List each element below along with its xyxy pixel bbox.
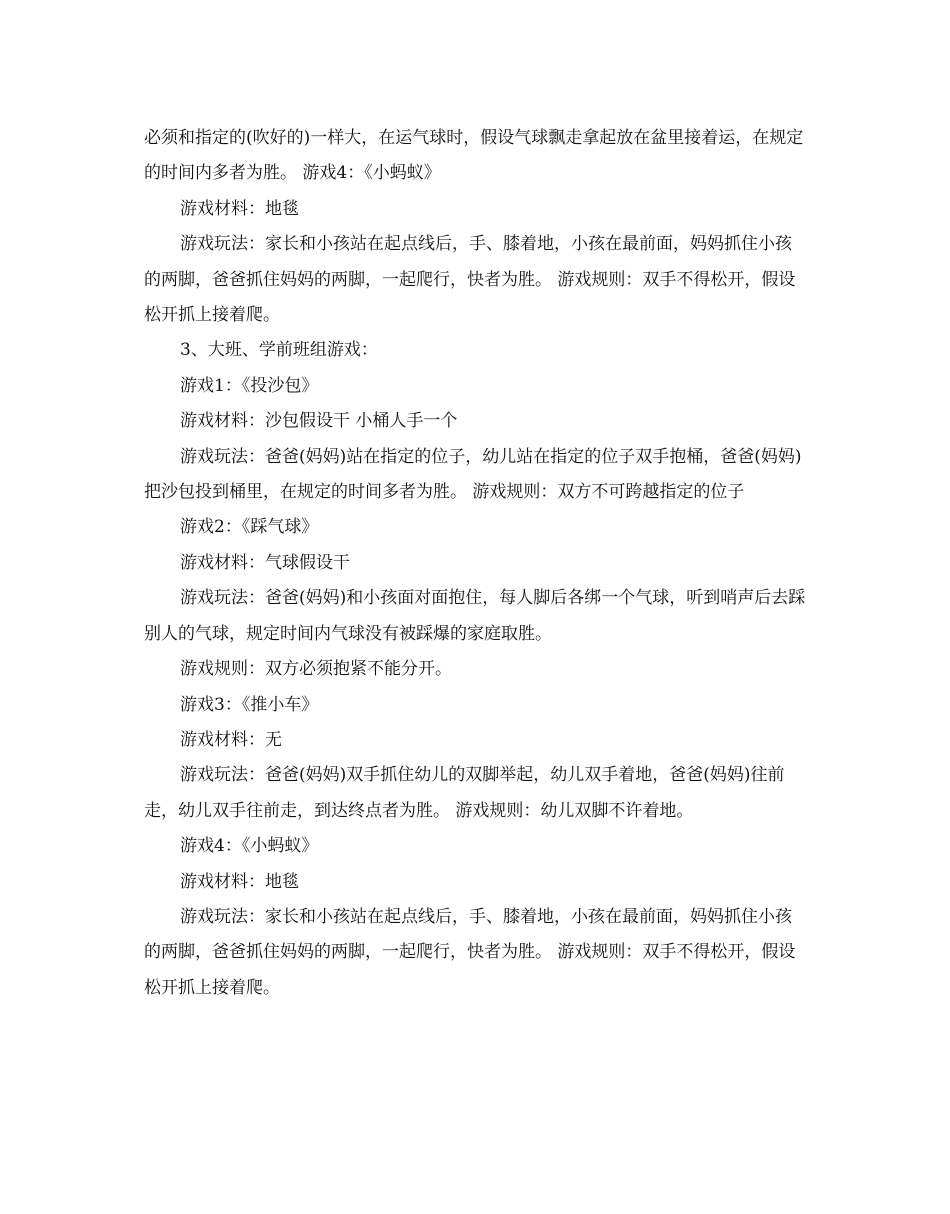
- game-title: 游戏1：《投沙包》: [180, 375, 319, 396]
- paragraph: 游戏材料：地毯: [180, 198, 299, 219]
- paragraph: 游戏材料：气球假设干: [180, 552, 350, 573]
- section-heading: 3、大班、学前班组游戏：: [180, 340, 378, 361]
- paragraph: 游戏玩法：爸爸(妈妈)站在指定的位子，幼儿站在指定的位子双手抱桶，爸爸(妈妈)把沙包投到桶里，在规定的时间多者为胜。 游戏规则：双方不可跨越指定的位子: [144, 446, 802, 503]
- paragraph: 游戏玩法：爸爸(妈妈)双手抓住幼儿的双脚举起，幼儿双手着地，爸爸(妈妈)往前走，幼儿双手往前走，到达终点者为胜。 游戏规则：幼儿双脚不许着地。: [144, 765, 785, 821]
- paragraph: 必须和指定的(吹好的)一样大，在运气球时，假设气球飘走拿起放在盆里接着运，在规定的时间内多者为胜。 游戏4：《小蚂蚁》: [144, 128, 804, 184]
- paragraph: 游戏材料：地毯: [180, 871, 299, 892]
- paragraph: 游戏材料：沙包假设干 小桶人手一个: [180, 411, 458, 432]
- document-body: [144, 121, 808, 1006]
- paragraph: 游戏玩法：家长和小孩站在起点线后，手、膝着地，小孩在最前面，妈妈抓住小孩的两脚，爸爸抓住妈妈的两脚，一起爬行，快者为胜。 游戏规则：双手不得松开，假设松开抓上接着爬。: [144, 906, 796, 998]
- game-title: 游戏3：《推小车》: [180, 694, 319, 715]
- game-title: 游戏2：《踩气球》: [180, 517, 319, 538]
- game-title: 游戏4：《小蚂蚁》: [180, 836, 319, 857]
- paragraph: 游戏材料：无: [180, 729, 282, 750]
- paragraph: 游戏玩法：家长和小孩站在起点线后，手、膝着地，小孩在最前面，妈妈抓住小孩的两脚，爸爸抓住妈妈的两脚，一起爬行，快者为胜。 游戏规则：双手不得松开，假设松开抓上接着爬。: [144, 234, 796, 326]
- paragraph: 游戏规则：双方必须抱紧不能分开。: [180, 659, 452, 680]
- paragraph: 游戏玩法：爸爸(妈妈)和小孩面对面抱住，每人脚后各绑一个气球，听到哨声后去踩别人的气球，规定时间内气球没有被踩爆的家庭取胜。: [144, 588, 806, 644]
